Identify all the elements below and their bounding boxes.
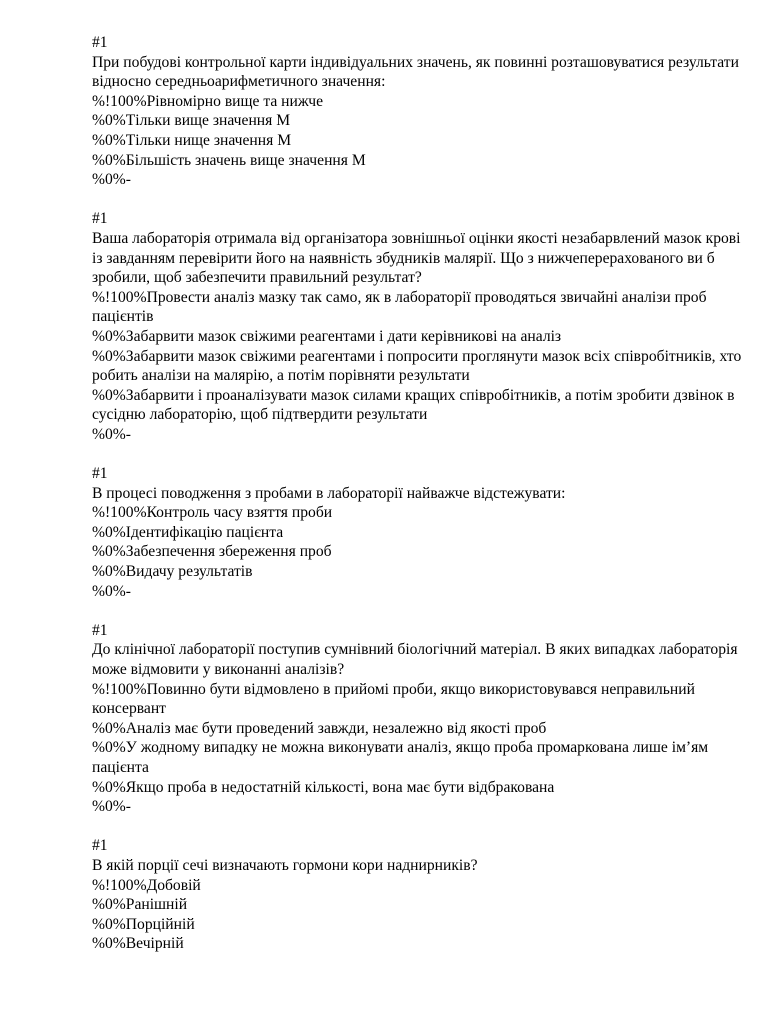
answer-option: %0%Забарвити мазок свіжими реагентами і попросити проглянути мазок всіх співробітників, хто робить аналізи на малярію, а потім порівняти результати [92, 347, 746, 385]
answer-option: %!100%Повинно бути відмовлено в прийомі проби, якщо використовувався неправильний консервант [92, 680, 699, 718]
question-number: #1 [92, 837, 108, 855]
answer-option: %0%Якщо проба в недостатній кількості, вона має бути відбракована [92, 778, 555, 796]
answer-option: %0%Забезпечення збереження проб [92, 543, 332, 561]
question-number: #1 [92, 210, 108, 228]
answer-option: %0%- [92, 582, 131, 600]
question-number: #1 [92, 621, 108, 639]
question-text: При побудові контрольної карти індивідуальних значень, як повинні розташовуватися результати відносно середньоарифметичного значення: [92, 53, 743, 91]
question-text: В якій порції сечі визначають гормони кори наднирників? [92, 856, 478, 874]
question-number: #1 [92, 34, 108, 51]
answer-option: %!100%Контроль часу взяття проби [92, 504, 333, 522]
answer-option: %!100%Добовій [92, 876, 201, 894]
question-text: Ваша лабораторія отримала від організатора зовнішньої оцінки якості незабарвлений мазок крові із завданням перевірити його на наявність збудників малярії. Що з нижчеперерахованого ви б зробили, щоб забезпечити правильний результат? [92, 229, 745, 287]
answer-option: %0%Забарвити мазок свіжими реагентами і дати керівникові на аналіз [92, 327, 562, 345]
question-block-4 [92, 621, 742, 817]
answer-option: %0%Ідентифікацію пацієнта [92, 523, 284, 541]
answer-option: %0%У жодному випадку не можна виконувати аналіз, якщо проба промаркована лише ім’ям пацієнта [92, 739, 713, 776]
answer-option: %0%Вечірній [92, 935, 184, 953]
question-block-2 [92, 209, 746, 444]
answer-option: %0%Забарвити і проаналізувати мазок силами кращих співробітників, а потім зробити дзвінок в сусідню лабораторію, щоб підтвердити результати [92, 386, 739, 424]
document-page [92, 33, 746, 974]
answer-option: %!100%Провести аналіз мазку так само, як в лабораторії проводяться звичайні аналізи проб пацієнтів [92, 288, 711, 326]
answer-option: %0%- [92, 798, 131, 816]
answer-option: %0%Порційній [92, 915, 195, 933]
question-number: #1 [92, 465, 108, 483]
answer-option: %!100%Рівномірно вище та нижче [92, 92, 324, 110]
question-text: В процесі поводження з пробами в лабораторії найважче відстежувати: [92, 484, 566, 502]
question-block-1 [92, 33, 742, 190]
question-block-5 [92, 836, 742, 954]
answer-option: %0%Аналіз має бути проведений завжди, незалежно від якості проб [92, 719, 547, 737]
question-text: До клінічної лабораторії поступив сумнівний біологічний матеріал. В яких випадках лабораторія може відмовити у виконанні аналізів? [92, 641, 742, 678]
answer-option: %0%Більшість значень вище значення М [92, 151, 366, 169]
answer-option: %0%Ранішній [92, 896, 188, 914]
answer-option: %0%Тільки вище значення М [92, 112, 291, 130]
answer-option: %0%- [92, 171, 131, 189]
answer-option: %0%- [92, 425, 131, 443]
question-block-3 [92, 464, 742, 601]
answer-option: %0%Тільки нище значення М [92, 131, 292, 149]
answer-option: %0%Видачу результатів [92, 563, 253, 581]
